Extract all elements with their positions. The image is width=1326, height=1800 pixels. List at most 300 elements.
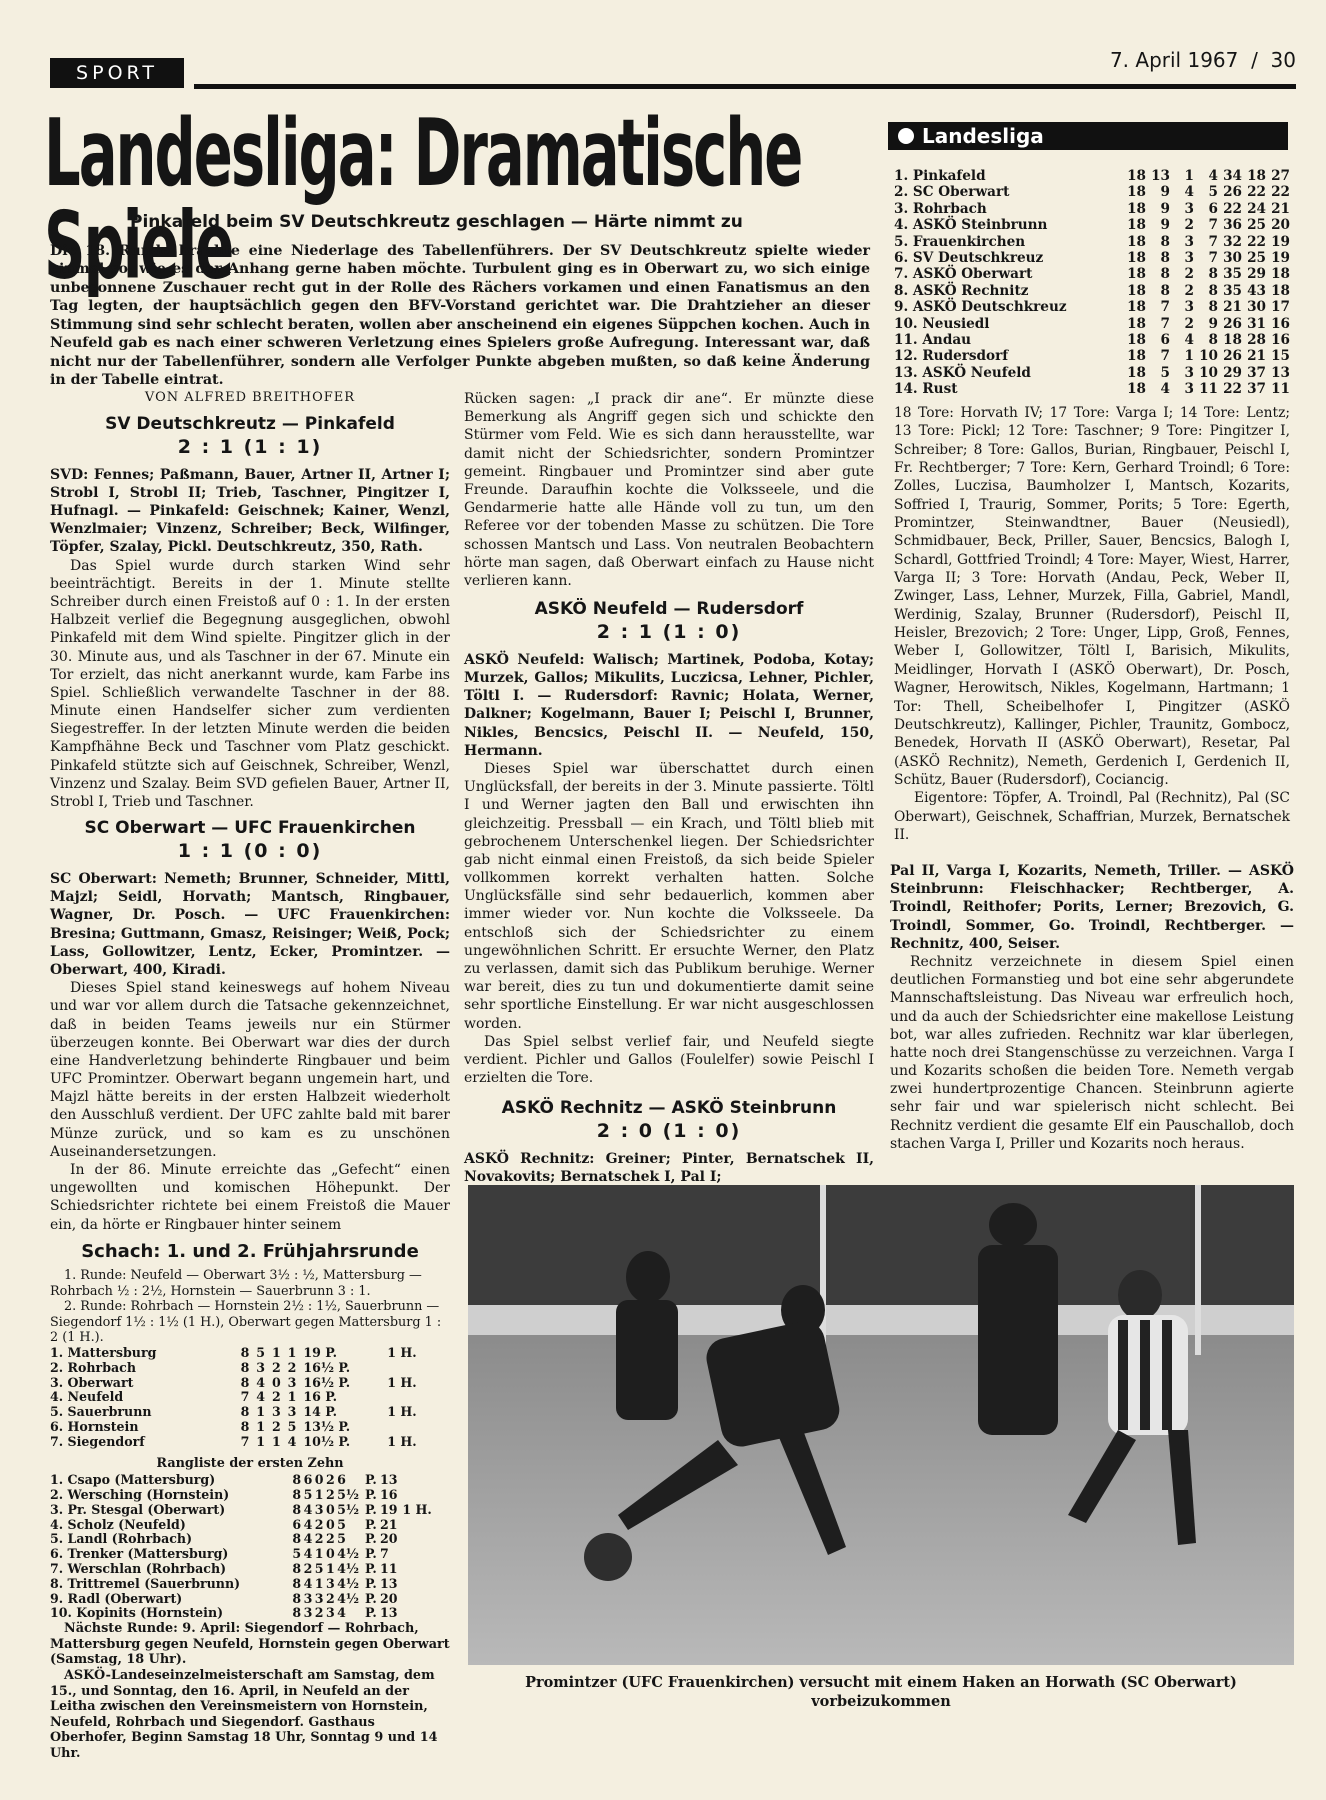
ranking-row-label: 5. Landl (Rohrbach)	[50, 1531, 193, 1547]
league-row-cell: 3	[1184, 250, 1194, 267]
match1-title: SV Deutschkreutz — Pinkafeld	[105, 413, 395, 434]
league-row-cell: 6	[1160, 332, 1170, 349]
league-row-cell: 7	[1160, 315, 1170, 332]
ranking-row-cell	[402, 1592, 440, 1607]
ranking-row-cell: 0	[325, 1501, 335, 1517]
bullet-icon	[898, 128, 914, 144]
league-row-cell: 31	[1247, 315, 1266, 332]
chess-row-cell: 8	[240, 1404, 250, 1420]
league-row-cell: 7	[1208, 233, 1218, 250]
chess-row-label: 3. Oberwart	[50, 1374, 134, 1390]
league-row-cell: 19	[1271, 233, 1290, 250]
chess-row	[50, 1390, 440, 1405]
ranking-row-cell: 5½	[337, 1501, 360, 1517]
chess-row-cell: 16½ P.	[303, 1374, 351, 1390]
issue-date: 7. April 1967	[1109, 48, 1239, 72]
ranking-row-cell: 8	[292, 1501, 302, 1517]
ranking-row-cell: 2	[314, 1516, 324, 1532]
league-row-label: 6. SV Deutschkreuz	[894, 250, 1044, 267]
ranking-row-cell: 4	[303, 1575, 313, 1591]
ranking-row-cell: 5	[314, 1561, 324, 1577]
league-row-cell: 11	[1199, 381, 1218, 398]
chess-title: Schach: 1. und 2. Frühjahrsrunde	[81, 1241, 419, 1262]
ranking-row-label: 3. Pr. Stesgal (Oberwart)	[50, 1501, 226, 1517]
chess-row-cell: 4	[287, 1433, 297, 1449]
chess-row-cell: 16½ P.	[303, 1359, 351, 1375]
chess-row	[50, 1346, 440, 1361]
ranking-row-cell: 8	[292, 1531, 302, 1547]
league-row-label: 9. ASKÖ Deutschkreuz	[894, 299, 1067, 316]
league-row-cell: 26	[1223, 348, 1242, 365]
league-row-cell: 25	[1247, 250, 1266, 267]
ranking-row-cell: 1	[314, 1546, 324, 1562]
league-row-cell: 18	[1127, 233, 1146, 250]
league-row-cell: 20	[1271, 217, 1290, 234]
ranking-row-cell: P.	[365, 1516, 377, 1532]
ranking-row-cell: 1	[314, 1575, 324, 1591]
ranking-row-cell: 1	[314, 1487, 324, 1503]
ranking-row-cell: 8	[292, 1561, 302, 1577]
chess-row-cell: 1 H.	[387, 1345, 417, 1361]
chess-row-cell: 1	[271, 1345, 281, 1361]
ranking-row-cell: 5½	[337, 1487, 360, 1503]
ranking-row-cell: 19	[380, 1501, 398, 1517]
chess-row	[50, 1420, 440, 1435]
ranking-row-cell: 13	[380, 1605, 398, 1621]
ranking-row	[50, 1518, 440, 1533]
league-row-cell: 18	[1127, 184, 1146, 201]
ranking-row-cell: 4½	[337, 1575, 360, 1591]
league-row-cell: 18	[1271, 282, 1290, 299]
chess-row-cell: 2	[271, 1389, 281, 1405]
chess-ranking	[50, 1473, 440, 1621]
ranking-row-cell: P.	[365, 1501, 377, 1517]
chess-row-cell: 2	[271, 1359, 281, 1375]
league-row	[894, 365, 1290, 381]
ranking-row-cell: 3	[314, 1501, 324, 1517]
league-row-label: 5. Frauenkirchen	[894, 233, 1026, 250]
football-scene-image	[468, 1185, 1294, 1665]
chess-row-cell: 1 H.	[387, 1374, 417, 1390]
league-row-cell: 7	[1208, 250, 1218, 267]
league-row-cell: 2	[1184, 282, 1194, 299]
chess-row-cell: 1	[256, 1433, 266, 1449]
league-row-cell: 18	[1127, 332, 1146, 349]
league-row-cell: 7	[1160, 348, 1170, 365]
league-table	[894, 168, 1290, 398]
league-row-cell: 18	[1127, 282, 1146, 299]
league-row-cell: 43	[1247, 282, 1266, 299]
match3-report-2: Das Spiel selbst verlief fair, und Neufeld siegte verdient. Pichler und Gallos (Foulelfer) sowie Peischl I erzielten die Tore.	[464, 1033, 874, 1087]
league-row-cell: 15	[1271, 348, 1290, 365]
ranking-row-cell	[402, 1532, 440, 1547]
chess-row-cell: 1 H.	[387, 1433, 417, 1449]
league-row-cell: 8	[1208, 299, 1218, 316]
league-row-label: 14. Rust	[894, 381, 958, 398]
ranking-row-label: 9. Radl (Oberwart)	[50, 1590, 183, 1606]
ranking-row-cell: 20	[380, 1531, 398, 1547]
league-row-cell: 27	[1271, 168, 1290, 184]
league-row-cell: 18	[1127, 200, 1146, 217]
chess-standings	[50, 1346, 440, 1450]
league-row-label: 3. Rohrbach	[894, 200, 987, 217]
section-label: SPORT	[50, 58, 184, 88]
league-row-cell: 22	[1223, 200, 1242, 217]
ranking-row-cell: 3	[325, 1575, 335, 1591]
issue-date-page: 7. April 1967 / 30	[1109, 48, 1296, 72]
league-row-cell: 8	[1160, 233, 1170, 250]
chess-row-label: 4. Neufeld	[50, 1389, 124, 1405]
league-row-cell: 35	[1223, 282, 1242, 299]
league-row-cell: 18	[1127, 168, 1146, 184]
ranking-row	[50, 1503, 440, 1518]
ranking-row-cell: 4	[303, 1531, 313, 1547]
ranking-row-label: 4. Scholz (Neufeld)	[50, 1516, 186, 1532]
match4-title: ASKÖ Rechnitz — ASKÖ Steinbrunn	[501, 1098, 837, 1119]
league-row-cell: 21	[1223, 299, 1242, 316]
ranking-row-cell	[402, 1577, 440, 1592]
ranking-row-cell: 5	[337, 1531, 346, 1547]
match2-report-2: In der 86. Minute erreichte das „Gefecht“ einen ungewollten und komischen Höhepunkt. Der Schiedsrichter richtete bei einem Freistoß die Mauer ein, da hörte er Ringbauer hinter seinem	[50, 1162, 450, 1233]
header-rule	[194, 84, 1296, 89]
ranking-row-cell: 0	[325, 1546, 335, 1562]
league-row-label: 10. Neusiedl	[894, 315, 990, 332]
league-row-cell: 26	[1223, 315, 1242, 332]
ranking-row-cell: 2	[325, 1487, 335, 1503]
league-row-cell: 16	[1271, 315, 1290, 332]
byline: VON ALFRED BREITHOFER	[144, 390, 356, 405]
chess-row-cell: 2	[287, 1359, 297, 1375]
ranking-row-label: 1. Csapo (Mattersburg)	[50, 1472, 216, 1488]
ranking-row-cell: 1 H.	[402, 1501, 432, 1517]
ranking-row-cell: 3	[303, 1605, 313, 1621]
league-row-label: 8. ASKÖ Rechnitz	[894, 282, 1029, 299]
match3-lineup: ASKÖ Neufeld: Walisch; Martinek, Podoba, Kotay; Murzek, Gallos; Mikulits, Luczicsa, Lehner, Pichler, Töltl I. — Rudersdorf: Ravnic; Holata, Werner, Dalkner; Kogelmann, Bauer I; Peischl I, Brunner, Nikles, Bencsics, Peischl II. — Neufeld, 150, Hermann.	[464, 651, 874, 759]
ranking-row-cell: 4½	[337, 1561, 360, 1577]
match2-title: SC Oberwart — UFC Frauenkirchen	[84, 818, 416, 839]
league-row-cell: 29	[1223, 364, 1242, 381]
chess-row	[50, 1405, 440, 1420]
league-row	[894, 217, 1290, 233]
league-row-cell: 18	[1127, 364, 1146, 381]
chess-row-cell: 19 P.	[303, 1345, 338, 1361]
league-row-cell: 34	[1223, 168, 1242, 184]
league-row-cell: 32	[1223, 233, 1242, 250]
ranking-row-cell: 11	[380, 1561, 398, 1577]
league-row-cell: 24	[1247, 200, 1266, 217]
ranking-row-cell: 3	[303, 1590, 313, 1606]
chess-row-cell: 8	[240, 1345, 250, 1361]
chess-row	[50, 1376, 440, 1391]
league-row-cell: 35	[1223, 266, 1242, 283]
match1-score: 2 : 1 (1 : 1)	[177, 435, 323, 458]
league-row	[894, 316, 1290, 332]
league-row-cell: 9	[1160, 184, 1170, 201]
match4-lineup-a: ASKÖ Rechnitz: Greiner; Pinter, Bernatschek II, Novakovits; Bernatschek I, Pal I;	[464, 1151, 874, 1186]
ranking-row-cell	[402, 1562, 440, 1577]
match1-report: Das Spiel wurde durch starken Wind sehr beeinträchtigt. Bereits in der 1. Minute stellte Schreiber durch einen Freistoß auf 0 : 1. In der ersten Halbzeit verlief die Begegnung ausgeglichen, obwohl Pinkafeld mit dem Wind spielte. Pingitzer glich in der 30. Minute aus, und als Taschner in der 67. Minute ein Tor erzielt, das nicht anerkannt wurde, kam Farbe ins Spiel. Schließlich verwandelte Taschner in der 88. Minute einen Handselfer sicher zum verdienten Siegestreffer. In der letzten Minute werden die beiden Kampfhähne Beck und Taschner vom Platz geschickt. Pinkafeld stützte sich auf Geischnek, Schreiber, Wenzl, Vinzenz und Szalay. Beim SVD gefielen Bauer, Artner II, Strobl I, Trieb und Taschner.	[50, 557, 450, 811]
league-row-label: 7. ASKÖ Oberwart	[894, 266, 1033, 283]
ranking-row	[50, 1532, 440, 1547]
league-row-cell: 8	[1208, 332, 1218, 349]
ranking-row-cell: P.	[365, 1546, 377, 1562]
league-row-cell: 30	[1247, 299, 1266, 316]
league-row-cell: 18	[1127, 299, 1146, 316]
match2-report-1: Dieses Spiel stand keineswegs auf hohem Niveau und war vor allem durch die Tatsache gekennzeichnet, daß in beiden Teams jeweils nur ein Stürmer überzeugen konnte. Bei Oberwart war dies der durch eine Handverletzung behinderte Ringbauer und beim UFC Promintzer. Oberwart begann ungemein hart, und Majzl hätte bereits in der ersten Halbzeit wiederholt den Ausschluß verdient. Der UFC zahlte bald mit barer Münze zurück, und so kam es zu unschönen Auseinandersetzungen.	[50, 980, 450, 1160]
league-row-cell: 3	[1184, 381, 1194, 398]
ranking-row-cell: P.	[365, 1575, 377, 1591]
league-row	[894, 299, 1290, 315]
ranking-row-cell: 2	[314, 1605, 324, 1621]
league-row-cell: 18	[1223, 332, 1242, 349]
ranking-row-cell	[402, 1518, 440, 1533]
league-row-cell: 18	[1127, 315, 1146, 332]
league-row-label: 1. Pinkafeld	[894, 168, 986, 184]
league-row-cell: 1	[1184, 348, 1194, 365]
league-row	[894, 332, 1290, 348]
match4-score: 2 : 0 (1 : 0)	[596, 1120, 742, 1143]
ranking-row-cell: 3	[314, 1590, 324, 1606]
league-row	[894, 234, 1290, 250]
chess-row-cell: 3	[271, 1404, 281, 1420]
chess-row-cell: 3	[256, 1359, 266, 1375]
ranking-row-cell: P.	[365, 1590, 377, 1606]
league-row	[894, 348, 1290, 364]
ranking-row	[50, 1547, 440, 1562]
league-row	[894, 381, 1290, 397]
chess-row	[50, 1435, 440, 1450]
league-row-cell: 11	[1271, 381, 1290, 398]
ranking-row-cell: 4	[337, 1605, 346, 1621]
ranking-row-cell: 7	[380, 1546, 389, 1562]
ranking-row-label: 8. Trittremel (Sauerbrunn)	[50, 1575, 241, 1591]
ranking-row-cell: 5	[303, 1487, 313, 1503]
league-row-label: 12. Rudersdorf	[894, 348, 1009, 365]
chess-row-cell: 0	[271, 1374, 281, 1390]
league-row-cell: 37	[1247, 381, 1266, 398]
league-row-cell: 5	[1208, 184, 1218, 201]
league-row-cell: 3	[1184, 200, 1194, 217]
chess-round-1: 1. Runde: Neufeld — Oberwart 3½ : ½, Mattersburg — Rohrbach ½ : 2½, Hornstein — Sauerbrunn 3 : 1.	[50, 1268, 422, 1299]
league-row-cell: 9	[1160, 200, 1170, 217]
ranking-row-cell: 1	[325, 1561, 335, 1577]
league-row-cell: 4	[1160, 381, 1170, 398]
chess-row	[50, 1361, 440, 1376]
ranking-row-cell: P.	[365, 1605, 377, 1621]
league-row-cell: 21	[1271, 200, 1290, 217]
ranking-row-cell: 13	[380, 1575, 398, 1591]
match2-report-3: Rücken sagen: „I prack dir ane“. Er münzte diese Bemerkung als Angriff gegen sich und schickte den Stürmer vom Feld. Wie es sich dann herausstellte, war damit nicht der Schiedsrichter, sondern Promintzer gemeint. Ringbauer und Promintzer sind aber gute Freunde. Daraufhin kochte die Volksseele, und die Gendarmerie hatte alle Hände voll zu tun, um den Referee vor der tobenden Masse zu schützen. Die Tore schossen Mantsch und Lass. Von neutralen Beobachtern hörte man sagen, daß Oberwart einfach zu Hause nicht verlieren kann.	[464, 391, 874, 589]
ranking-row-label: 7. Werschlan (Rohrbach)	[50, 1561, 227, 1577]
match3-score: 2 : 1 (1 : 0)	[596, 621, 742, 644]
ranking-row-cell: 5	[337, 1516, 346, 1532]
league-row	[894, 266, 1290, 282]
ranking-row	[50, 1592, 440, 1607]
ranking-row-cell	[402, 1488, 440, 1503]
page-number: 30	[1270, 48, 1296, 72]
column-2	[464, 390, 874, 1187]
ranking-row	[50, 1606, 440, 1621]
chess-ranking-title: Rangliste der ersten Zehn	[156, 1455, 344, 1471]
league-row-cell: 18	[1127, 381, 1146, 398]
ranking-row-cell: P.	[365, 1561, 377, 1577]
photo-caption: Promintzer (UFC Frauenkirchen) versucht mit einem Haken an Horwath (SC Oberwart) vorbeizukommen	[525, 1674, 1237, 1710]
ranking-row-cell: 16	[380, 1487, 398, 1503]
ranking-row-cell: 4½	[337, 1590, 360, 1606]
ranking-row-cell: 6	[303, 1472, 313, 1488]
league-row	[894, 283, 1290, 299]
ranking-row-cell: 3	[325, 1605, 335, 1621]
match2-lineup: SC Oberwart: Nemeth; Brunner, Schneider, Mittl, Majzl; Seidl, Horvath; Mantsch, Ringbauer, Wagner, Dr. Posch. — UFC Frauenkirchen: Bresina; Guttmann, Gmasz, Reisinger; Weiß, Pock; Lass, Gollowitzer, Lentz, Ecker, Promintzer. — Oberwart, 400, Kiradi.	[50, 871, 450, 978]
chess-row-cell: 1 H.	[387, 1404, 417, 1420]
league-row-label: 2. SC Oberwart	[894, 184, 1010, 201]
league-row-cell: 18	[1271, 266, 1290, 283]
ranking-row-cell: P.	[365, 1531, 377, 1547]
ranking-row-cell: 4	[303, 1501, 313, 1517]
ranking-row-label: 2. Wersching (Hornstein)	[50, 1487, 230, 1503]
league-row	[894, 250, 1290, 266]
ranking-row-cell: 4	[303, 1546, 313, 1562]
ranking-row-cell: P.	[365, 1472, 377, 1488]
league-row-cell: 9	[1208, 315, 1218, 332]
league-row-cell: 6	[1208, 200, 1218, 217]
chess-row-cell: 14 P.	[303, 1404, 338, 1420]
league-row-cell: 18	[1127, 217, 1146, 234]
column-3-continued	[890, 862, 1294, 1153]
league-row-cell: 19	[1271, 250, 1290, 267]
chess-row-cell	[387, 1361, 440, 1376]
chess-row-cell: 1	[287, 1389, 297, 1405]
league-row-cell: 26	[1223, 184, 1242, 201]
league-row-cell: 18	[1127, 348, 1146, 365]
league-row-cell: 2	[1184, 266, 1194, 283]
ranking-row-cell: 8	[292, 1605, 302, 1621]
ranking-row-cell: 20	[380, 1590, 398, 1606]
top-scorers	[894, 404, 1290, 844]
ranking-row-cell: 6	[292, 1516, 302, 1532]
chess-championship: ASKÖ-Landeseinzelmeisterschaft am Samstag, dem 15., und Sonntag, den 16. April, in Neufeld an der Leitha zwischen den Vereinsmeistern von Hornstein, Neufeld, Rohrbach und Siegendorf. Gasthaus Oberhofer, Beginn Samstag 18 Uhr, Sonntag 9 und 14 Uhr.	[50, 1668, 438, 1762]
league-table-header	[888, 122, 1288, 150]
league-row-cell: 1	[1184, 168, 1194, 184]
chess-row-label: 2. Rohrbach	[50, 1359, 136, 1375]
ranking-row-cell: 8	[292, 1575, 302, 1591]
chess-row-cell: 7	[240, 1433, 250, 1449]
ranking-row	[50, 1577, 440, 1592]
league-row-cell: 9	[1160, 217, 1170, 234]
subheadline: Pinkafeld beim SV Deutschkreutz geschlagen — Härte nimmt zu	[130, 212, 743, 232]
league-row-cell: 3	[1184, 299, 1194, 316]
chess-row-cell: 4	[256, 1389, 266, 1405]
league-row-cell: 8	[1160, 282, 1170, 299]
ranking-row-cell: 5	[292, 1546, 302, 1562]
own-goals: Eigentore: Töpfer, A. Troindl, Pal (Rechnitz), Pal (SC Oberwart), Geischnek, Schaffrian, Murzek, Bernatschek II.	[894, 790, 1290, 843]
league-row-cell: 2	[1184, 217, 1194, 234]
chess-row-cell: 8	[240, 1419, 250, 1435]
league-row-cell: 4	[1184, 332, 1194, 349]
chess-row-label: 1. Mattersburg	[50, 1345, 157, 1361]
ranking-row-label: 6. Trenker (Mattersburg)	[50, 1546, 229, 1562]
ranking-row-cell: 4½	[337, 1546, 360, 1562]
league-row-cell: 8	[1208, 266, 1218, 283]
ranking-row-cell	[402, 1473, 440, 1488]
chess-row-cell: 8	[240, 1359, 250, 1375]
chess-row-label: 7. Siegendorf	[50, 1433, 145, 1449]
ranking-row	[50, 1562, 440, 1577]
league-row-cell: 8	[1160, 266, 1170, 283]
ranking-row-cell: 8	[292, 1590, 302, 1606]
chess-row-cell: 8	[240, 1374, 250, 1390]
ranking-row-cell	[402, 1606, 440, 1621]
ranking-row-cell: 4	[303, 1516, 313, 1532]
lead-paragraph: Die 18. Runde brachte eine Niederlage des Tabellenführers. Der SV Deutschkreutz spielte wieder einmal so, wie es der Anhang gerne haben möchte. Turbulent ging es in Oberwart zu, wo sich einige unbesonnene Zuschauer recht gut in der Rolle des Rächers vorkamen und einen Fanatismus an den Tag legten, der hauptsächlich gegen den BFV-Vorstand gerichtet war. Die Drahtzieher an dieser Stimmung sind sehr schlecht beraten, wollen aber anscheinend ein eigenes Süppchen kochen. Auch in Neufeld gab es nach einer schweren Verletzung eines Spielers große Aufregung. Interessant war, daß nicht nur der Tabellenführer, sondern alle Verfolger Punkte abgeben mußten, so daß keine Änderung in der Tabelle eintrat.	[50, 243, 870, 389]
chess-row-label: 6. Hornstein	[50, 1419, 139, 1435]
chess-row-cell	[387, 1420, 440, 1435]
league-row-cell: 22	[1223, 381, 1242, 398]
league-row-cell: 29	[1247, 266, 1266, 283]
league-row-cell: 16	[1271, 332, 1290, 349]
match4-lineup-b: Pal II, Varga I, Kozarits, Nemeth, Triller. — ASKÖ Steinbrunn: Fleischhacker; Rechtberger, A. Troindl, Reithofer; Porits, Lerner; Brezovich, G. Troindl, Sommer, Go. Troindl, Rechtberger. — Rechnitz, 400, Seiser.	[890, 863, 1294, 952]
league-row-cell: 10	[1199, 348, 1218, 365]
ranking-row-cell: 2	[325, 1531, 335, 1547]
chess-row-cell: 1	[271, 1433, 281, 1449]
league-row-cell: 2	[1184, 315, 1194, 332]
league-row-cell: 5	[1160, 364, 1170, 381]
chess-next-round: Nächste Runde: 9. April: Siegendorf — Rohrbach, Mattersburg gegen Neufeld, Hornstein gegen Oberwart (Samstag, 18 Uhr).	[50, 1621, 450, 1668]
chess-results	[50, 1268, 450, 1762]
league-row-label: 4. ASKÖ Steinbrunn	[894, 217, 1048, 234]
ranking-row-cell	[402, 1547, 440, 1562]
league-row-cell: 18	[1247, 168, 1266, 184]
ranking-row-cell: 2	[303, 1561, 313, 1577]
ranking-row	[50, 1473, 440, 1488]
league-row-cell: 4	[1208, 168, 1218, 184]
match-photo	[468, 1185, 1294, 1665]
chess-row-cell: 13½ P.	[303, 1419, 351, 1435]
match1-lineup: SVD: Fennes; Paßmann, Bauer, Artner II, Artner I; Strobl I, Strobl II; Trieb, Taschner, Pingitzer I, Hufnagl. — Pinkafeld: Geischnek; Kainer, Wenzl, Wenzlmaier; Vinzenz, Schreiber; Beck, Wilfinger, Töpfer, Szalay, Pickl. Deutschkreutz, 350, Rath.	[50, 466, 450, 556]
ranking-row	[50, 1488, 440, 1503]
ranking-row-cell: 8	[292, 1472, 302, 1488]
league-row-cell: 7	[1160, 299, 1170, 316]
league-row-cell: 13	[1151, 168, 1170, 184]
league-row	[894, 201, 1290, 217]
league-row-cell: 37	[1247, 364, 1266, 381]
chess-row-cell: 3	[287, 1404, 297, 1420]
league-row-cell: 13	[1271, 364, 1290, 381]
ranking-row-cell: 21	[380, 1516, 398, 1532]
headline: Landesliga: Dramatische Spiele	[44, 100, 802, 301]
league-table-title: Landesliga	[922, 124, 1044, 148]
chess-row-cell: 1	[256, 1419, 266, 1435]
league-row	[894, 184, 1290, 200]
league-row-cell: 4	[1184, 184, 1194, 201]
league-row-cell: 36	[1223, 217, 1242, 234]
league-row-cell: 3	[1184, 233, 1194, 250]
ranking-row-cell: 2	[314, 1531, 324, 1547]
ranking-row-cell: 8	[292, 1487, 302, 1503]
league-row-cell: 28	[1247, 332, 1266, 349]
ranking-row-cell: P.	[365, 1487, 377, 1503]
match3-title: ASKÖ Neufeld — Rudersdorf	[534, 599, 804, 620]
ranking-row-cell: 2	[325, 1472, 335, 1488]
ranking-row-cell: 0	[325, 1516, 335, 1532]
league-row	[894, 168, 1290, 184]
league-row-cell: 8	[1208, 282, 1218, 299]
league-row-cell: 21	[1247, 348, 1266, 365]
match4-report: Rechnitz verzeichnete in diesem Spiel einen deutlichen Formanstieg und bot eine sehr abgerundete Mannschaftsleistung. Das Niveau war erfreulich hoch, und da auch der Schiedsrichter eine makellose Leistung bot, war alles zufrieden. Rechnitz war klar überlegen, hatte noch drei Stangenschüsse zu verzeichnen. Varga I und Kozarits schoßen die beiden Tore. Nemeth vergab zwei hundertprozentige Chancen. Steinbrunn agierte sehr fair und war spielerisch nicht schlecht. Bei Rechnitz verdient die gesamte Elf ein Pauschallob, doch stachen Varga I, Priller und Kozarits noch heraus.	[890, 953, 1294, 1152]
chess-row-cell: 5	[287, 1419, 297, 1435]
league-row-cell: 10	[1199, 364, 1218, 381]
chess-row-cell: 7	[240, 1389, 250, 1405]
